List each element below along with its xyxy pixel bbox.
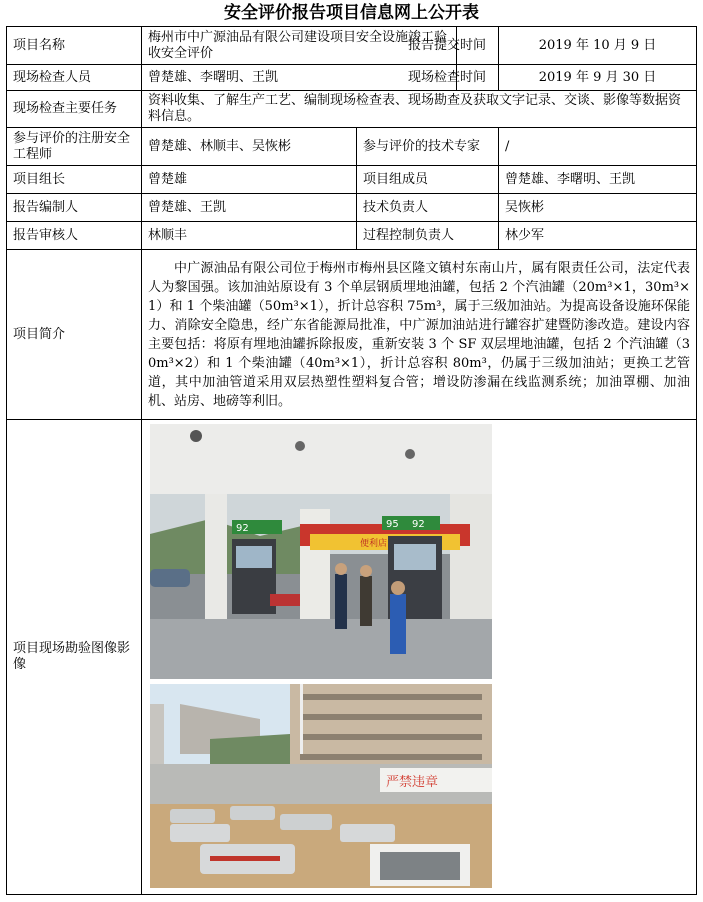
tank-area-photo xyxy=(150,684,492,888)
row-intro xyxy=(7,250,697,420)
members-label: 项目组成员 xyxy=(357,166,499,194)
submit-time-label: 报告提交时间 xyxy=(457,27,499,65)
project-name-label: 项目名称 xyxy=(7,27,142,65)
sign-95: 95 xyxy=(386,519,399,530)
shop-sign-text: 便利店 xyxy=(360,539,388,549)
leader-value: 曾楚雄 xyxy=(142,166,357,194)
leader-label: 项目组长 xyxy=(7,166,142,194)
sign-92-right: 92 xyxy=(412,519,425,530)
intro-text: 中广源油品有限公司位于梅州市梅州县区隆文镇村东南山片，属有限责任公司，法定代表人为黎国强。该加油站原设有 3 个单层钢质埋地油罐，包括 2 个汽油罐（20m³×1，30m³×1）和 1 个柴油罐（50m³×1），折计总容积 75m³，属于三级加油站。为提高设备设施环保能力、消除安全隐患，经广东省能源局批准，中广源加油站进行罐容扩建暨防渗改造。建设内容主要包括：将原有埋地油罐拆除报废，重新安装 3 个 SF 双层埋地油罐，包括 2 个汽油罐（30m³×2）和 1 个柴油罐（40m³×1），折计总容积 80m³，仍属于三级加油站；更换工艺管道，其中加油管道采用双层热塑性塑料复合管；增设防渗漏在线监测系统；加油罩棚、加油机、站房、地磅等利旧。 xyxy=(142,250,697,420)
writers-label: 报告编制人 xyxy=(7,194,142,222)
wall-banner-text: 严禁违章 xyxy=(386,775,439,790)
experts-value: / xyxy=(499,128,697,166)
submit-time-value: 2019 年 10 月 9 日 xyxy=(499,27,697,65)
page-title: 安全评价报告项目信息网上公开表 xyxy=(224,3,479,23)
row-images xyxy=(7,420,697,895)
experts-label: 参与评价的技术专家 xyxy=(357,128,499,166)
reviewer-value: 林顺丰 xyxy=(142,222,357,250)
inspect-time-label: 现场检查时间 xyxy=(457,65,499,91)
engineers-label: 参与评价的注册安全工程师 xyxy=(7,128,142,166)
tech-label: 技术负责人 xyxy=(357,194,499,222)
inspectors-label: 现场检查人员 xyxy=(7,65,142,91)
members-value: 曾楚雄、李曙明、王凯 xyxy=(499,166,697,194)
inspect-time-value: 2019 年 9 月 30 日 xyxy=(499,65,697,91)
row-engineers xyxy=(7,128,697,166)
info-table xyxy=(6,26,697,895)
row-inspectors xyxy=(7,65,697,91)
station-canopy-photo xyxy=(150,424,492,679)
row-writers xyxy=(7,194,697,222)
sign-92-left: 92 xyxy=(236,523,249,534)
tech-value: 吴恢彬 xyxy=(499,194,697,222)
images-label: 项目现场勘验图像影像 xyxy=(7,420,142,895)
row-project-name xyxy=(7,27,697,65)
writers-value: 曾楚雄、王凯 xyxy=(142,194,357,222)
tasks-value: 资料收集、了解生产工艺、编制现场检查表、现场勘查及获取文字记录、交谈、影像等数据资料信息。 xyxy=(142,91,697,128)
process-value: 林少军 xyxy=(499,222,697,250)
photos-cell xyxy=(142,420,697,895)
reviewer-label: 报告审核人 xyxy=(7,222,142,250)
row-leader xyxy=(7,166,697,194)
tasks-label: 现场检查主要任务 xyxy=(7,91,142,128)
engineers-value: 曾楚雄、林顺丰、吴恢彬 xyxy=(142,128,357,166)
intro-label: 项目简介 xyxy=(7,250,142,420)
inspectors-value: 曾楚雄、李曙明、王凯 xyxy=(142,65,457,91)
project-name-value: 梅州市中广源油品有限公司建设项目安全设施竣工验收安全评价 xyxy=(142,27,457,65)
row-tasks xyxy=(7,91,697,128)
process-label: 过程控制负责人 xyxy=(357,222,499,250)
row-reviewer xyxy=(7,222,697,250)
